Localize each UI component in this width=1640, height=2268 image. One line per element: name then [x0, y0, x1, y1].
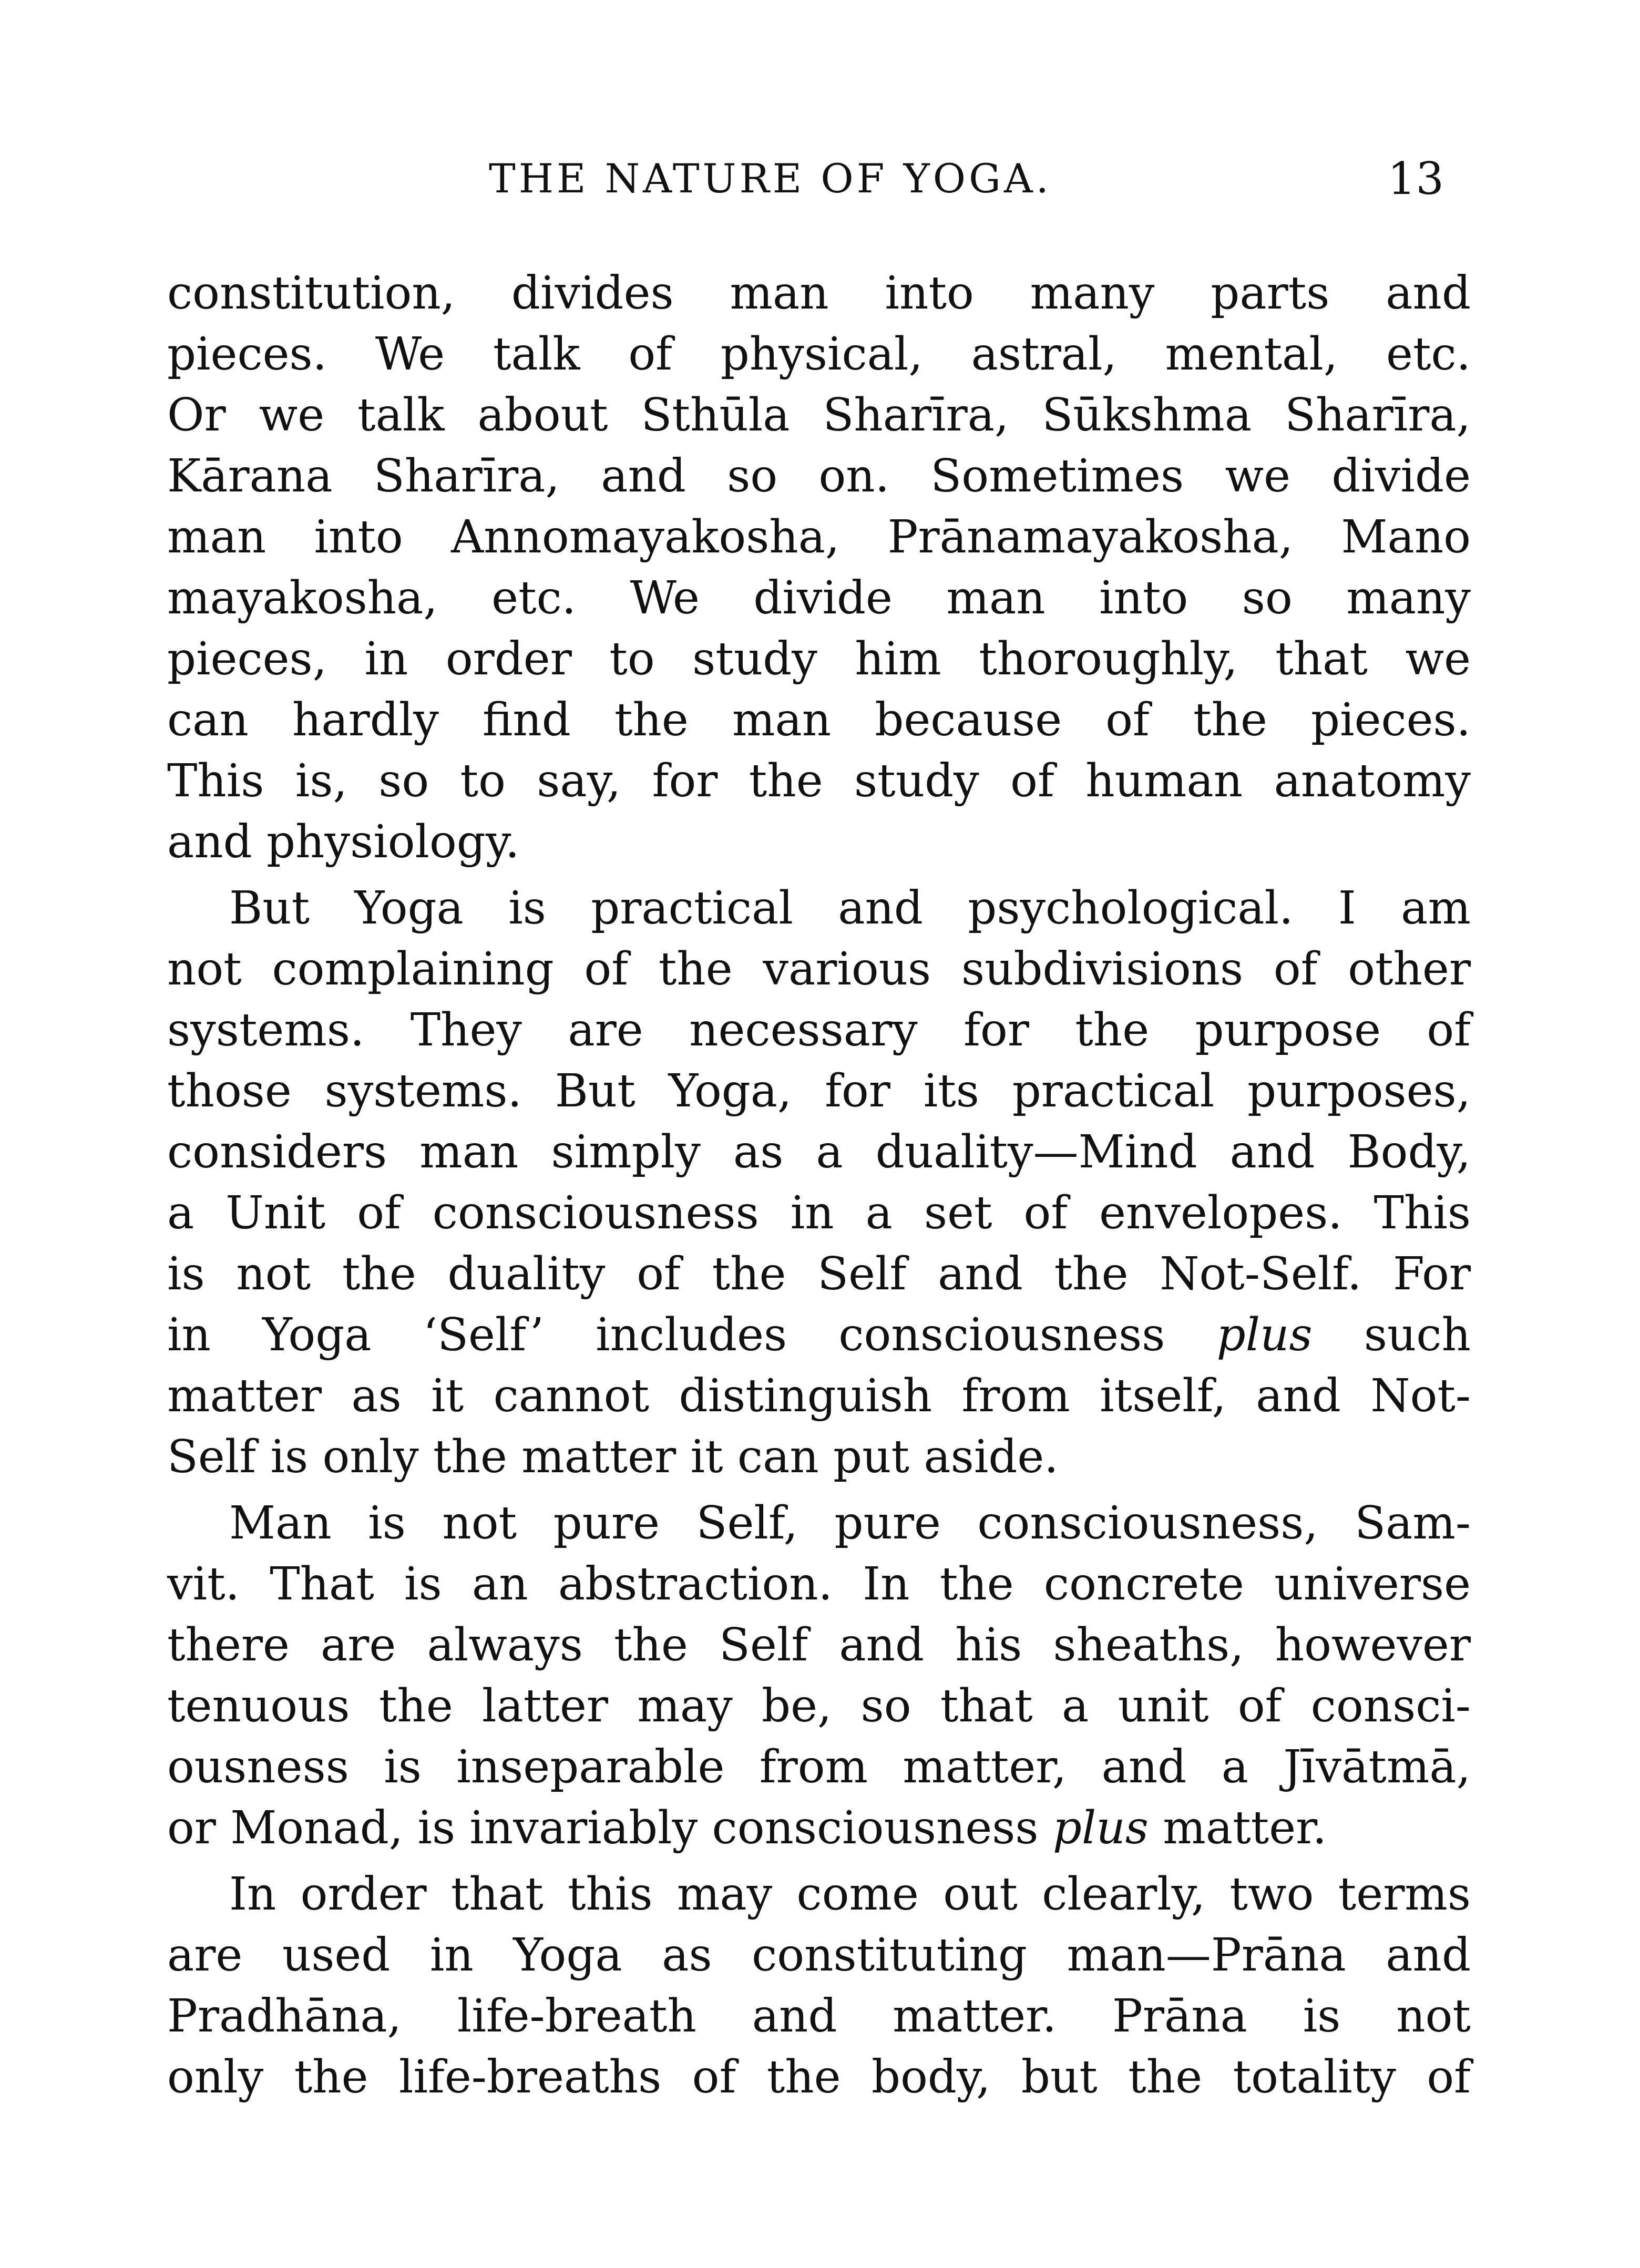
italic-plus: plus — [1052, 1802, 1149, 1854]
text-line: or Monad, is invariably consciousness plus matter. — [167, 1802, 1327, 1854]
text-line: are used in Yoga as constituting man—Prāna and — [167, 1929, 1471, 1982]
text-line: Pradhāna, life-breath and matter. Prāna is not — [167, 1990, 1471, 2043]
paragraph-4 — [167, 1864, 1471, 2108]
text-line: mayakosha, etc. We divide man into so many — [167, 572, 1471, 624]
text-line: is not the duality of the Self and the Not-Self. For — [167, 1248, 1471, 1300]
text-line: considers man simply as a duality—Mind and Body, — [167, 1126, 1471, 1178]
text-line: vit. That is an abstraction. In the concrete universe — [167, 1558, 1471, 1610]
running-head — [0, 150, 1640, 208]
paragraph-3 — [167, 1493, 1471, 1859]
italic-plus: plus — [1216, 1309, 1313, 1361]
text-line: constitution, divides man into many parts and — [167, 267, 1471, 320]
text-line: man into Annomayakosha, Prānamayakosha, Mano — [167, 511, 1471, 563]
text-line: This is, so to say, for the study of human anatomy — [167, 755, 1471, 807]
text-line: those systems. But Yoga, for its practical purposes, — [167, 1065, 1471, 1117]
text-line: Kārana Sharīra, and so on. Sometimes we divide — [167, 450, 1471, 502]
paragraph-2 — [167, 878, 1471, 1487]
text-line: a Unit of consciousness in a set of envelopes. This — [167, 1187, 1471, 1239]
page-number: 13 — [1388, 153, 1444, 204]
text-line: and physiology. — [167, 816, 520, 868]
text-line: not complaining of the various subdivisions of other — [167, 943, 1471, 996]
text-line: tenuous the latter may be, so that a unit of consci- — [167, 1680, 1471, 1732]
text-line: Man is not pure Self, pure consciousness, Sam- — [229, 1497, 1471, 1549]
body-text — [167, 263, 1471, 2108]
text-line: But Yoga is practical and psychological. I am — [229, 882, 1471, 935]
text-line: Self is only the matter it can put aside. — [167, 1431, 1059, 1483]
text-line: systems. They are necessary for the purpose of — [167, 1004, 1471, 1056]
running-title: THE NATURE OF YOGA. — [489, 155, 1052, 202]
text-line: can hardly find the man because of the pieces. — [167, 694, 1471, 746]
paragraph-1 — [167, 263, 1471, 873]
text-line: pieces, in order to study him thoroughly, that we — [167, 633, 1471, 685]
text-line: pieces. We talk of physical, astral, mental, etc. — [167, 328, 1471, 381]
text-line: there are always the Self and his sheaths, however — [167, 1619, 1471, 1671]
text-line: ousness is inseparable from matter, and a Jīvātmā, — [167, 1741, 1471, 1793]
text-line: matter as it cannot distinguish from itself, and Not- — [167, 1370, 1471, 1422]
text-line: only the life-breaths of the body, but the totality of — [167, 2051, 1471, 2103]
text-line: in Yoga ‘Self’ includes consciousness plus such — [167, 1309, 1471, 1361]
text-line: Or we talk about Sthūla Sharīra, Sūkshma Sharīra, — [167, 389, 1471, 442]
text-line: In order that this may come out clearly, two terms — [229, 1868, 1471, 1921]
